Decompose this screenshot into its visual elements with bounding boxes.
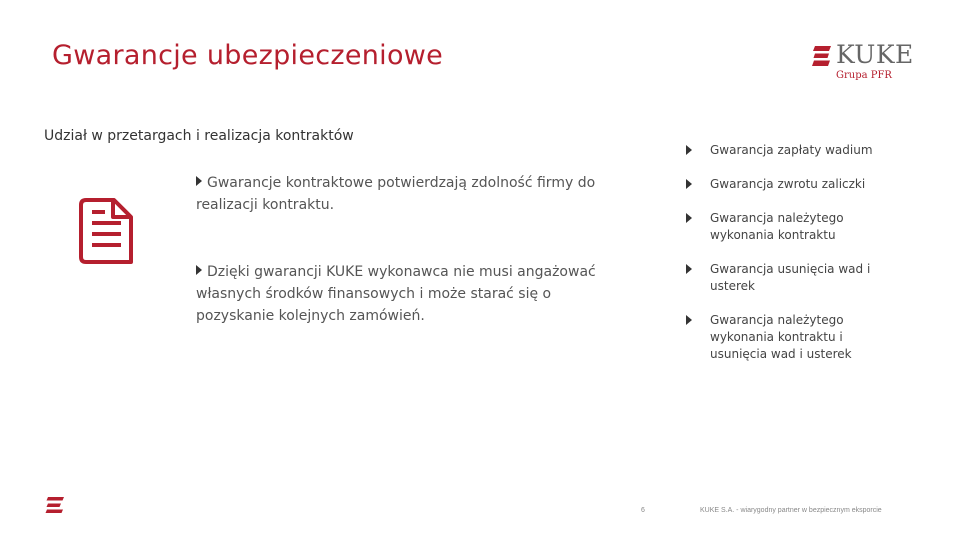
triangle-bullet-icon	[686, 264, 692, 274]
list-item: Gwarancja zapłaty wadium	[684, 142, 884, 159]
paragraph-1	[196, 172, 616, 216]
triangle-bullet-icon	[196, 176, 202, 186]
triangle-bullet-icon	[196, 265, 202, 275]
document-icon	[78, 197, 134, 265]
list-item: Gwarancja zwrotu zaliczki	[684, 176, 884, 193]
paragraph-text: Gwarancje kontraktowe potwierdzają zdolność firmy do realizacji kontraktu.	[196, 175, 596, 213]
triangle-bullet-icon	[686, 315, 692, 325]
triangle-bullet-icon	[686, 179, 692, 189]
kuke-logo	[812, 42, 932, 86]
triangle-bullet-icon	[686, 145, 692, 155]
page-title: Gwarancje ubezpieczeniowe	[52, 40, 444, 71]
list-item: Gwarancja należytego wykonania kontraktu i usunięcia wad i usterek	[684, 312, 884, 363]
logo-text: KUKE	[836, 40, 914, 69]
paragraph-2	[196, 261, 616, 327]
page-number: 6	[641, 507, 645, 514]
section-subtitle: Udział w przetargach i realizacja kontraktów	[44, 128, 354, 144]
paragraph-text: Dzięki gwarancji KUKE wykonawca nie musi angażować własnych środków finansowych i może starać się o pozyskanie kolejnych zamówień.	[196, 264, 596, 324]
logo-subtitle: Grupa PFR	[836, 70, 892, 81]
list-item: Gwarancja usunięcia wad i usterek	[684, 261, 884, 295]
kuke-logo-icon	[812, 45, 832, 67]
footer-tagline: KUKE S.A. - wiarygodny partner w bezpiecznym eksporcie	[700, 507, 882, 514]
guarantee-list	[684, 142, 884, 380]
kuke-footer-icon	[45, 496, 65, 514]
list-item: Gwarancja należytego wykonania kontraktu	[684, 210, 884, 244]
triangle-bullet-icon	[686, 213, 692, 223]
